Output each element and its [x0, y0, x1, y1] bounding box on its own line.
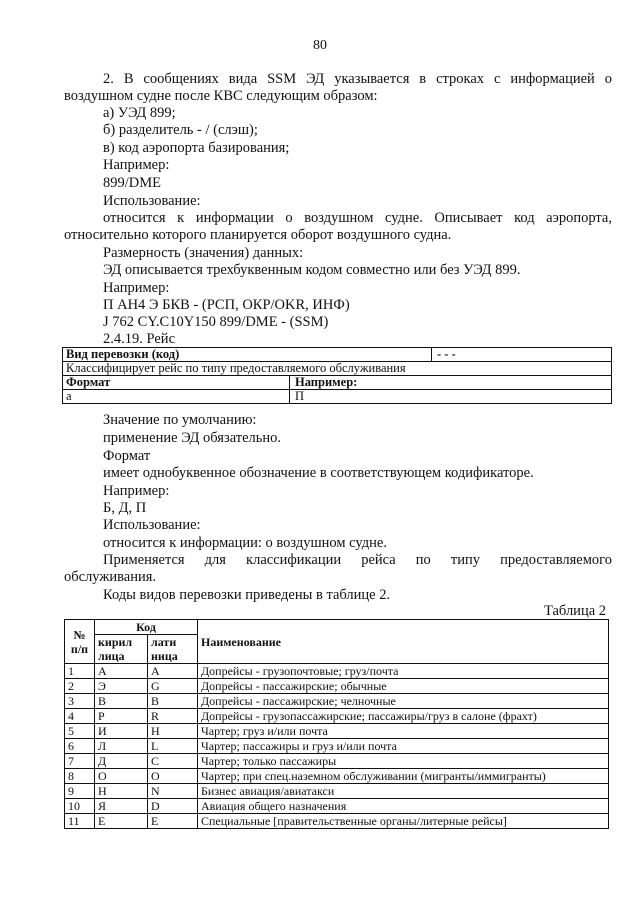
row-cyr: Н — [95, 784, 148, 799]
default-text: применение ЭД обязательно. — [103, 430, 282, 446]
row-name: Бизнес авиация/авиатакси — [198, 784, 609, 799]
table-caption: Таблица 2 — [544, 603, 607, 619]
table-row — [65, 754, 609, 769]
table-row — [65, 709, 609, 724]
row-name: Чартер; груз и/или почта — [198, 724, 609, 739]
applied-text-line1: Применяется для классификации рейса по типу предоставляемого — [103, 552, 612, 568]
usage-text: относится к информации: о воздушном судне. — [103, 535, 387, 551]
codes-intro: Коды видов перевозки приведены в таблице 2. — [103, 587, 391, 603]
row-num: 2 — [65, 679, 95, 694]
usage-label: Использование: — [103, 193, 201, 209]
example-value: J 762 CY.C10Y150 899/DME - (SSM) — [103, 314, 329, 330]
header-num: № п/п — [65, 620, 95, 664]
row-lat: A — [148, 664, 198, 679]
example-label: Например: — [103, 483, 170, 499]
field-table-header-row — [63, 376, 611, 390]
row-cyr: Е — [95, 814, 148, 829]
table-row — [65, 814, 609, 829]
row-name: Допрейсы - пассажирские; челночные — [198, 694, 609, 709]
format-label: Формат — [103, 448, 151, 464]
field-name: Вид перевозки (код) — [66, 347, 180, 361]
row-num: 3 — [65, 694, 95, 709]
table-row — [65, 724, 609, 739]
dimension-label: Размерность (значения) данных: — [103, 245, 304, 261]
field-format-label: Формат — [66, 375, 111, 389]
row-num: 1 — [65, 664, 95, 679]
table-row — [65, 694, 609, 709]
row-lat: C — [148, 754, 198, 769]
row-lat: B — [148, 694, 198, 709]
table-row — [65, 664, 609, 679]
row-num: 7 — [65, 754, 95, 769]
row-cyr: Э — [95, 679, 148, 694]
header-name: Наименование — [198, 620, 609, 664]
header-latin: лати ница — [148, 635, 198, 664]
list-item-c: в) код аэропорта базирования; — [103, 140, 290, 156]
row-name: Чартер; пассажиры и груз и/или почта — [198, 739, 609, 754]
usage-text-line2: относительно которого планируется оборот воздушного судна. — [64, 227, 452, 243]
row-num: 8 — [65, 769, 95, 784]
row-name: Чартер; при спец.наземном обслуживании (мигранты/иммигранты) — [198, 769, 609, 784]
section-heading: 2.4.19. Рейс — [103, 331, 176, 347]
field-example-value: П — [295, 389, 305, 403]
default-label: Значение по умолчанию: — [103, 412, 257, 428]
list-item-a: а) УЭД 899; — [103, 105, 176, 121]
usage-label: Использование: — [103, 517, 201, 533]
row-num: 10 — [65, 799, 95, 814]
field-code: - - - — [437, 347, 456, 361]
table-row — [65, 679, 609, 694]
example-label: Например: — [103, 280, 170, 296]
field-description: Классифицирует рейс по типу предоставляемого обслуживания — [66, 361, 406, 375]
paragraph-ssm-line1: 2. В сообщениях вида SSM ЭД указывается в строках с информацией о — [103, 71, 612, 87]
row-lat: H — [148, 724, 198, 739]
example-label: Например: — [103, 157, 170, 173]
example-value: Б, Д, П — [103, 500, 147, 516]
field-table-name-row — [63, 348, 611, 362]
row-cyr: О — [95, 769, 148, 784]
row-cyr: В — [95, 694, 148, 709]
row-cyr: Р — [95, 709, 148, 724]
row-name: Авиация общего назначения — [198, 799, 609, 814]
table-row — [65, 799, 609, 814]
row-lat: R — [148, 709, 198, 724]
row-cyr: И — [95, 724, 148, 739]
row-cyr: Я — [95, 799, 148, 814]
row-name: Специальные [правительственные органы/литерные рейсы] — [198, 814, 609, 829]
page-number: 80 — [313, 38, 327, 53]
row-name: Допрейсы - грузопассажирские; пассажиры/груз в салоне (фрахт) — [198, 709, 609, 724]
field-table-value-row — [63, 390, 611, 403]
row-cyr: А — [95, 664, 148, 679]
row-lat: N — [148, 784, 198, 799]
row-name: Чартер; только пассажиры — [198, 754, 609, 769]
table-row — [65, 769, 609, 784]
row-num: 9 — [65, 784, 95, 799]
row-num: 6 — [65, 739, 95, 754]
row-cyr: Л — [95, 739, 148, 754]
row-num: 11 — [65, 814, 95, 829]
paragraph-ssm-line2: воздушном судне после КВС следующим образом: — [64, 88, 378, 104]
row-lat: O — [148, 769, 198, 784]
row-lat: L — [148, 739, 198, 754]
row-lat: D — [148, 799, 198, 814]
row-num: 4 — [65, 709, 95, 724]
dimension-text: ЭД описывается трехбуквенным кодом совместно или без УЭД 899. — [103, 262, 521, 278]
applied-text-line2: обслуживания. — [64, 569, 157, 585]
usage-text-line1: относится к информации о воздушном судне. Описывает код аэропорта, — [103, 210, 612, 226]
header-cyrillic: кирил лица — [95, 635, 148, 664]
row-lat: G — [148, 679, 198, 694]
row-name: Допрейсы - грузопочтовые; груз/почта — [198, 664, 609, 679]
field-format-value: а — [66, 389, 72, 403]
table-row — [65, 739, 609, 754]
format-text: имеет однобуквенное обозначение в соответствующем кодификаторе. — [103, 465, 534, 481]
codes-table — [64, 619, 609, 829]
example-value: П АН4 Э БКВ - (РСП, ОКР/OKR, ИНФ) — [103, 297, 350, 313]
example-value: 899/DME — [103, 175, 161, 191]
row-lat: E — [148, 814, 198, 829]
field-table-description-row — [63, 362, 611, 376]
header-code: Код — [95, 620, 198, 635]
field-table — [62, 347, 612, 404]
list-item-b: б) разделитель - / (слэш); — [103, 122, 258, 138]
row-name: Допрейсы - пассажирские; обычные — [198, 679, 609, 694]
field-example-label: Например: — [295, 375, 358, 389]
table-row — [65, 784, 609, 799]
row-num: 5 — [65, 724, 95, 739]
row-cyr: Д — [95, 754, 148, 769]
